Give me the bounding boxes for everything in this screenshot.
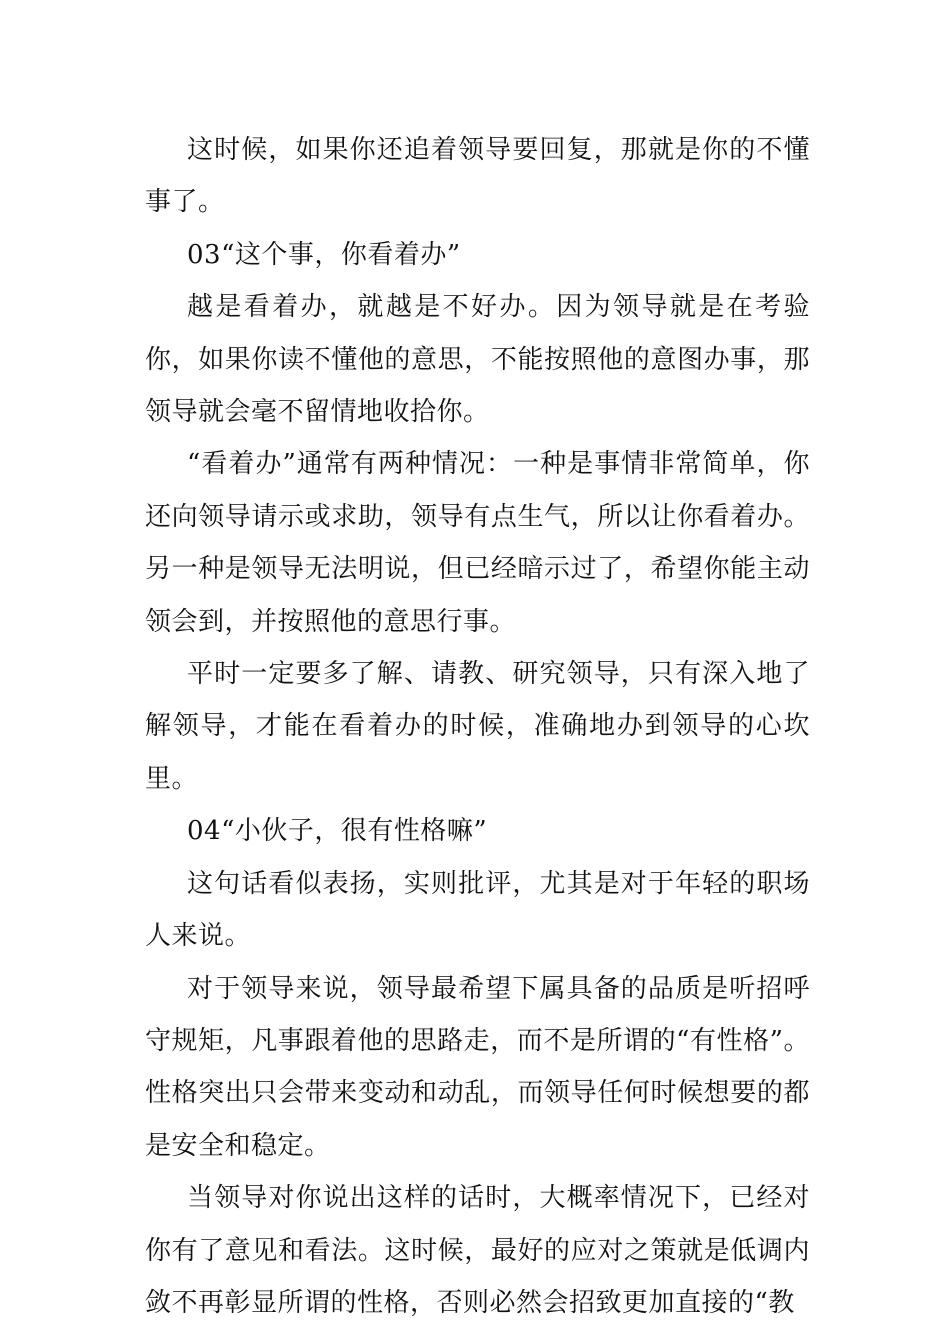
section-heading-03: 03“这个事，你看着办” — [187, 239, 461, 270]
paragraph: 平时一定要多了解、请教、研究领导，只有深入地了解领导，才能在看着办的时候，准确地办到领导的心坎里。 — [145, 659, 810, 794]
paragraph: 越是看着办，就越是不好办。因为领导就是在考验你，如果你读不懂他的意思，不能按照他的意图办事，那领导就会毫不留情地收拾你。 — [145, 292, 810, 428]
paragraph: 当领导对你说出这样的话时，大概率情况下，已经对你有了意见和看法。这时候，最好的应对之策就是低调内敛不再彰显所谓的性格，否则必然会招致更加直接的“教 — [145, 1183, 810, 1318]
paragraph: 对于领导来说，领导最希望下属具备的品质是听招呼守规矩，凡事跟着他的思路走，而不是所谓的“有性格”。性格突出只会带来变动和动乱，而领导任何时候想要的都是安全和稳定。 — [145, 973, 810, 1161]
paragraph: 这时候，如果你还追着领导要回复，那就是你的不懂事了。 — [145, 135, 810, 218]
paragraph: “看着办”通常有两种情况：一种是事情非常简单，你还向领导请示或求助，领导有点生气，所以让你看着办。另一种是领导无法明说，但已经暗示过了，希望你能主动领会到，并按照他的意思行事。 — [145, 449, 810, 637]
paragraph: 这句话看似表扬，实则批评，尤其是对于年轻的职场人来说。 — [145, 868, 810, 952]
section-heading-04: 04“小伙子，很有性格嘛” — [187, 816, 488, 847]
document-body — [145, 124, 810, 1329]
